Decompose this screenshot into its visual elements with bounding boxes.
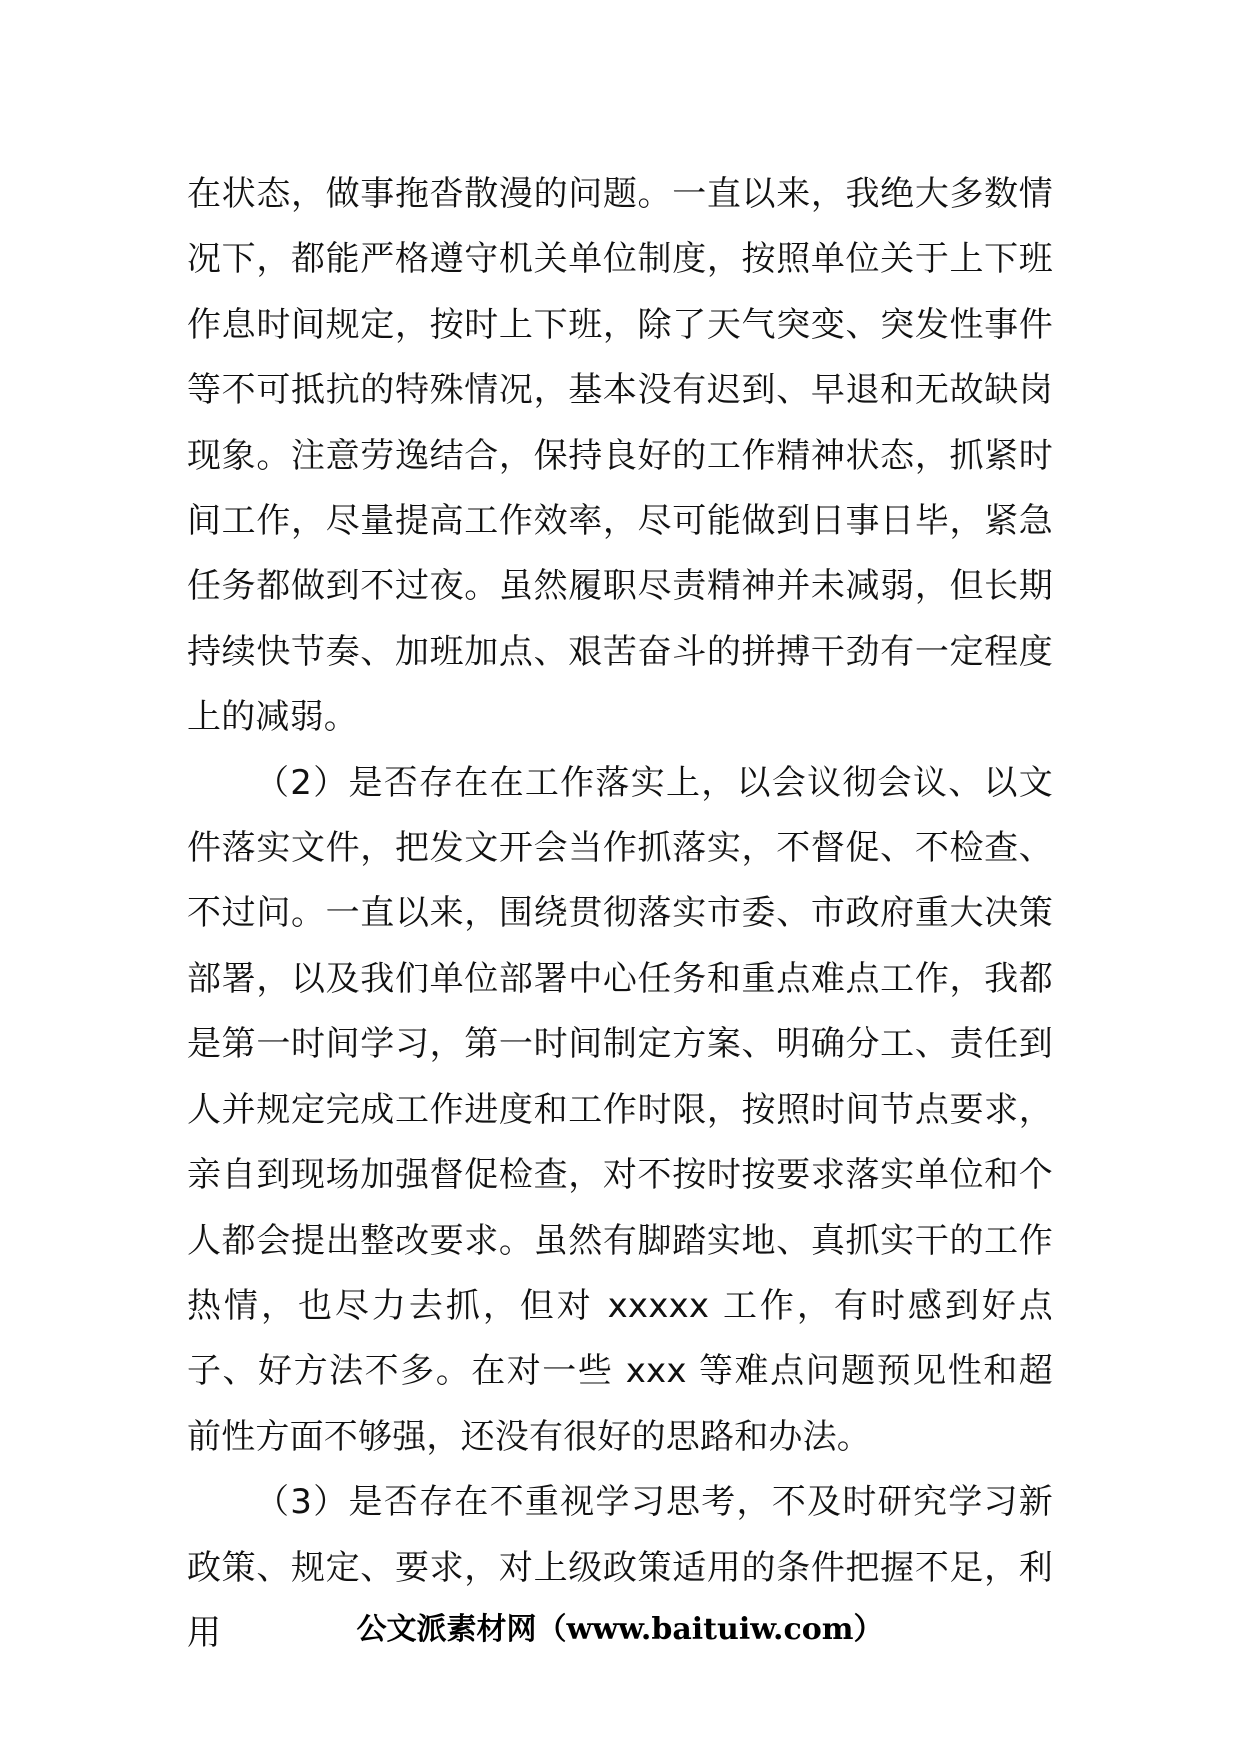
document-body	[187, 162, 1053, 1666]
paragraph-3: （3）是否存在不重视学习思考，不及时研究学习新政策、规定、要求，对上级政策适用的条件把握不足，利用	[187, 1482, 1053, 1653]
paragraph-1: 在状态，做事拖沓散漫的问题。一直以来，我绝大多数情况下，都能严格遵守机关单位制度，按照单位关于上下班作息时间规定，按时上下班，除了天气突变、突发性事件等不可抵抗的特殊情况，基本没有迟到、早退和无故缺岗现象。注意劳逸结合，保持良好的工作精神状态，抓紧时间工作，尽量提高工作效率，尽可能做到日事日毕，紧急任务都做到不过夜。虽然履职尽责精神并未减弱，但长期持续快节奏、加班加点、艰苦奋斗的拼搏干劲有一定程度上的减弱。	[187, 174, 1053, 738]
footer-watermark: 公文派素材网（www.baituiw.com）	[356, 1612, 884, 1647]
paragraph-2: （2）是否存在在工作落实上，以会议彻会议、以文件落实文件，把发文开会当作抓落实，不督促、不检查、不过问。一直以来，围绕贯彻落实市委、市政府重大决策部署，以及我们单位部署中心任务和重点难点工作，我都是第一时间学习，第一时间制定方案、明确分工、责任到人并规定完成工作进度和工作时限，按照时间节点要求，亲自到现场加强督促检查，对不按时按要求落实单位和个人都会提出整改要求。虽然有脚踏实地、真抓实干的工作热情，也尽力去抓，但对 xxxxx 工作，有时感到好点子、好方法不多。在对一些 xxx 等难点问题预见性和超前性方面不够强，还没有很好的思路和办法。	[187, 762, 1053, 1457]
